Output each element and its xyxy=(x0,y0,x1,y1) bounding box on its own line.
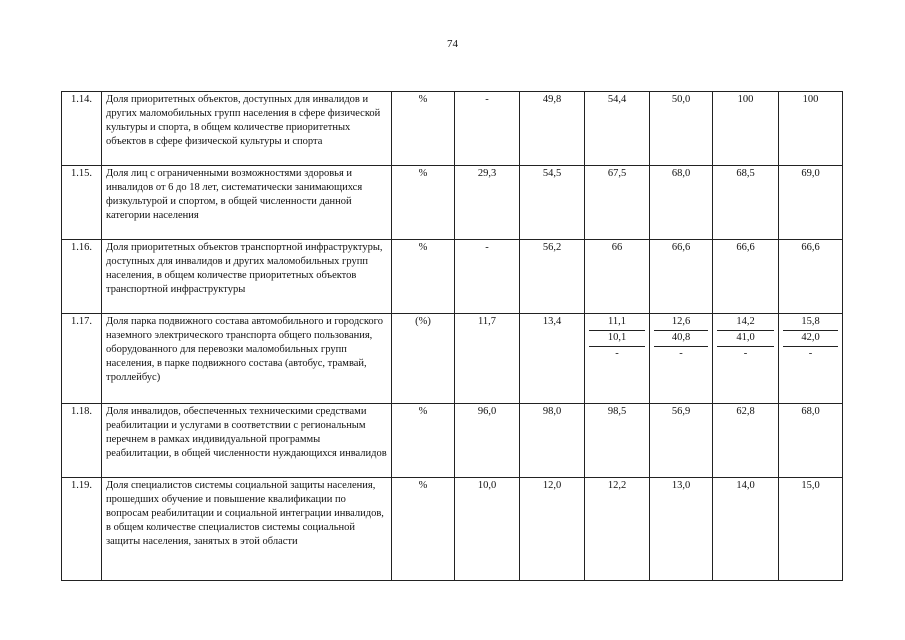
value-cell: 62,8 xyxy=(713,404,779,478)
sub-value: - xyxy=(679,348,683,359)
value-cell: - xyxy=(455,240,520,314)
unit-cell: % xyxy=(392,404,455,478)
value-cell: 12,0 xyxy=(520,478,585,581)
split-value-cell xyxy=(713,314,779,404)
unit-cell: % xyxy=(392,166,455,240)
value-cell: 14,0 xyxy=(713,478,779,581)
value-cell: 98,0 xyxy=(520,404,585,478)
value-cell: 100 xyxy=(779,92,843,166)
sub-value: 15,8 xyxy=(783,315,838,331)
value-cell: 67,5 xyxy=(585,166,650,240)
value-cell: 15,0 xyxy=(779,478,843,581)
row-number: 1.14. xyxy=(62,92,102,166)
page-number: 74 xyxy=(447,38,458,50)
value-cell: 13,0 xyxy=(650,478,713,581)
sub-value: - xyxy=(743,348,748,359)
value-cell: 12,2 xyxy=(585,478,650,581)
sub-value: 14,2 xyxy=(717,315,774,331)
value-cell: 96,0 xyxy=(455,404,520,478)
indicator-name: Доля приоритетных объектов транспортной инфраструктуры, доступных для инвалидов и других маломобильных групп населения, в общем количестве приоритетных объектов транспортной инфраструктуры xyxy=(102,240,392,314)
sub-value: 11,1 xyxy=(589,315,645,331)
sub-value: 41,0 xyxy=(717,331,774,347)
value-cell: 11,7 xyxy=(455,314,520,404)
table-row xyxy=(62,314,843,404)
value-cell: 49,8 xyxy=(520,92,585,166)
table-row xyxy=(62,478,843,581)
sub-value: 12,6 xyxy=(654,315,708,331)
value-cell: 54,4 xyxy=(585,92,650,166)
row-number: 1.16. xyxy=(62,240,102,314)
table-row xyxy=(62,92,843,166)
value-cell: 29,3 xyxy=(455,166,520,240)
row-number: 1.15. xyxy=(62,166,102,240)
table-row xyxy=(62,166,843,240)
unit-cell: % xyxy=(392,240,455,314)
split-value-cell xyxy=(779,314,843,404)
value-cell: 56,2 xyxy=(520,240,585,314)
row-number: 1.19. xyxy=(62,478,102,581)
table-row xyxy=(62,404,843,478)
sub-value: 40,8 xyxy=(654,331,708,347)
value-cell: 69,0 xyxy=(779,166,843,240)
value-cell: - xyxy=(455,92,520,166)
indicator-name: Доля приоритетных объектов, доступных для инвалидов и других маломобильных групп населения в сфере физической культуры и спорта, в общем количестве приоритетных объектов в сфере физической культуры и спорта xyxy=(102,92,392,166)
indicators-table xyxy=(61,91,843,581)
split-value-cell xyxy=(650,314,713,404)
value-cell: 54,5 xyxy=(520,166,585,240)
value-cell: 68,5 xyxy=(713,166,779,240)
value-cell: 50,0 xyxy=(650,92,713,166)
value-cell: 56,9 xyxy=(650,404,713,478)
row-number: 1.18. xyxy=(62,404,102,478)
value-cell: 66 xyxy=(585,240,650,314)
value-cell: 66,6 xyxy=(713,240,779,314)
indicator-name: Доля инвалидов, обеспеченных техническими средствами реабилитации и услугами в соответствии с региональным перечнем в рамках индивидуальной программы реабилитации, в общей численности нуждающихся инвалидов xyxy=(102,404,392,478)
value-cell: 98,5 xyxy=(585,404,650,478)
unit-cell: % xyxy=(392,478,455,581)
split-value-cell xyxy=(585,314,650,404)
indicator-name: Доля специалистов системы социальной защиты населения, прошедших обучение и повышение квалификации по вопросам реабилитации и социальной интеграции инвалидов, в общем количестве специалистов системы социальной защиты населения, занятых в этой области xyxy=(102,478,392,581)
table-row xyxy=(62,240,843,314)
value-cell: 100 xyxy=(713,92,779,166)
value-cell: 13,4 xyxy=(520,314,585,404)
sub-value: 42,0 xyxy=(783,331,838,347)
value-cell: 10,0 xyxy=(455,478,520,581)
unit-cell: % xyxy=(392,92,455,166)
value-cell: 68,0 xyxy=(650,166,713,240)
value-cell: 66,6 xyxy=(650,240,713,314)
unit-cell: (%) xyxy=(392,314,455,404)
value-cell: 66,6 xyxy=(779,240,843,314)
row-number: 1.17. xyxy=(62,314,102,404)
sub-value: - xyxy=(615,348,619,359)
indicator-name: Доля лиц с ограниченными возможностями здоровья и инвалидов от 6 до 18 лет, систематически занимающихся физкультурой и спортом, в общей численности данной категории населения xyxy=(102,166,392,240)
indicator-name: Доля парка подвижного состава автомобильного и городского наземного электрического транспорта общего пользования, оборудованного для перевозки маломобильных групп населения, в парке подвижного состава (автобус, трамвай, троллейбус) xyxy=(102,314,392,404)
value-cell: 68,0 xyxy=(779,404,843,478)
sub-value: - xyxy=(808,348,813,359)
sub-value: 10,1 xyxy=(589,331,645,347)
